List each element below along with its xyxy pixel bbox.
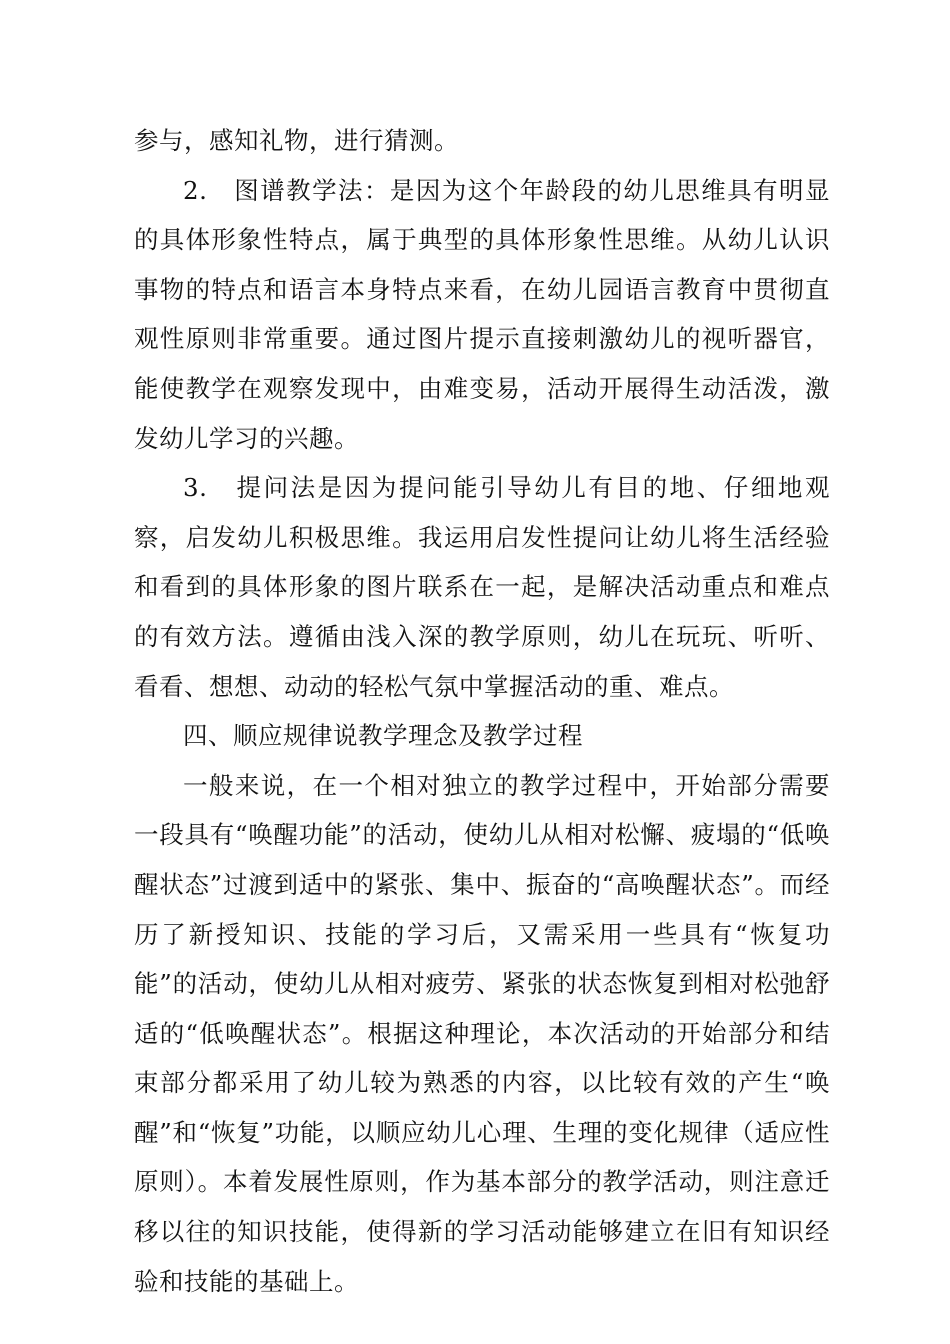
section-heading-4: 四、顺应规律说教学理念及教学过程: [183, 721, 583, 751]
paragraph-method-3: 3. 提问法是因为提问能引导幼儿有目的地、仔细地观察，启发幼儿积极思维。我运用启发性提问让幼儿将生活经验和看到的具体形象的图片联系在一起，是解决活动重点和难点的有效方法。遵循由浅入深的教学原则，幼儿在玩玩、听听、看看、想想、动动的轻松气氛中掌握活动的重、难点。: [134, 473, 830, 701]
paragraph-continuation: 参与，感知礼物，进行猜测。: [134, 126, 459, 155]
paragraph-method-2: 2. 图谱教学法：是因为这个年龄段的幼儿思维具有明显的具体形象性特点，属于典型的具体形象性思维。从幼儿认识事物的特点和语言本身特点来看，在幼儿园语言教育中贯彻直观性原则非常重要。通过图片提示直接刺激幼儿的视听器官，能使教学在观察发现中，由难变易，活动开展得生动活泼，激发幼儿学习的兴趣。: [134, 175, 830, 453]
paragraph-teaching-process: 一般来说，在一个相对独立的教学过程中，开始部分需要一段具有“唤醒功能”的活动，使幼儿从相对松懈、疲塌的“低唤醒状态”过渡到适中的紧张、集中、振奋的“高唤醒状态”。而经历了新授知识、技能的学习后，又需采用一些具有“恢复功能”的活动，使幼儿从相对疲劳、紧张的状态恢复到相对松弛舒适的“低唤醒状态”。根据这种理论，本次活动的开始部分和结束部分都采用了幼儿较为熟悉的内容，以比较有效的产生“唤醒”和“恢复”功能，以顺应幼儿心理、生理的变化规律（适应性原则）。本着发展性原则，作为基本部分的教学活动，则注意迁移以往的知识技能，使得新的学习活动能够建立在旧有知识经验和技能的基础上。: [134, 770, 830, 1296]
document-body: [134, 116, 830, 1306]
